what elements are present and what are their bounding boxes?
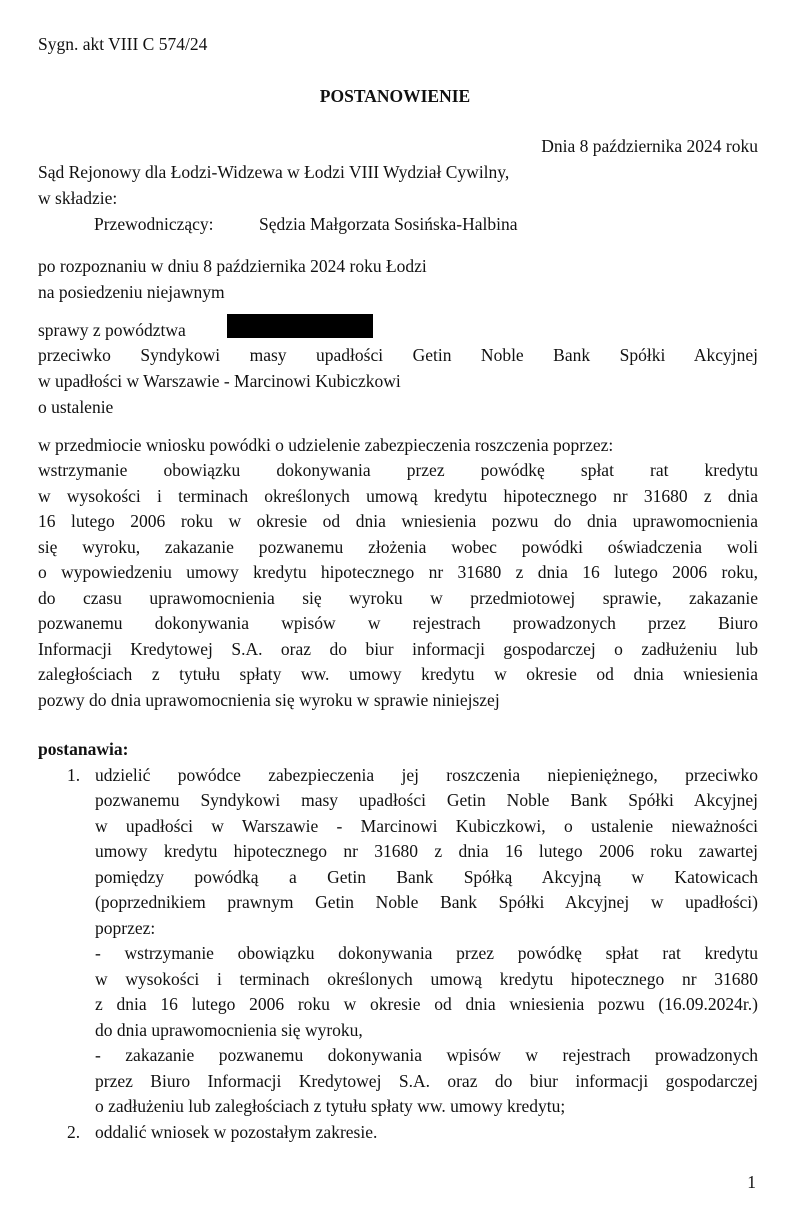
chair-name: Sędzia Małgorzata Sosińska-Halbina bbox=[259, 214, 518, 234]
against-line-2: w upadłości w Warszawie - Marcinowi Kubiczkowi bbox=[38, 371, 401, 391]
item-line: pozwanemu Syndykowi masy upadłości Getin Noble Bank Spółki Akcyjnej bbox=[95, 790, 758, 810]
item-line: w wysokości i terminach określonych umową kredytu hipotecznego nr 31680 bbox=[95, 969, 758, 989]
item-line: - zakazanie pozwanemu dokonywania wpisów w rejestrach prowadzonych bbox=[95, 1045, 758, 1065]
item-line: umowy kredytu hipotecznego nr 31680 z dnia 16 lutego 2006 roku zawartej bbox=[95, 841, 758, 861]
ruling-label: postanawia: bbox=[38, 739, 129, 759]
motion-line: się wyroku, zakazanie pozwanemu złożenia wobec powódki oświadczenia woli bbox=[38, 537, 758, 557]
chair-label: Przewodniczący: bbox=[94, 214, 214, 234]
item-line: - wstrzymanie obowiązku dokonywania przez powódkę spłat rat kredytu bbox=[95, 943, 758, 963]
item-line: z dnia 16 lutego 2006 roku w okresie od dnia wniesienia pozwu (16.09.2024r.) bbox=[95, 994, 758, 1014]
motion-line: 16 lutego 2006 roku w okresie od dnia wniesienia pozwu do dnia uprawomocnienia bbox=[38, 511, 758, 531]
hearing-line-1: po rozpoznaniu w dniu 8 października 2024 roku Łodzi bbox=[38, 256, 427, 276]
redaction-bar bbox=[227, 314, 373, 338]
motion-line: w przedmiocie wniosku powódki o udzielenie zabezpieczenia roszczenia poprzez: bbox=[38, 435, 614, 455]
motion-line: wstrzymanie obowiązku dokonywania przez powódkę spłat rat kredytu bbox=[38, 460, 758, 480]
plaintiff-prefix: sprawy z powództwa bbox=[38, 320, 186, 340]
document-date: Dnia 8 października 2024 roku bbox=[541, 136, 758, 156]
hearing-line-2: na posiedzeniu niejawnym bbox=[38, 282, 225, 302]
item-line: o zadłużeniu lub zaległościach z tytułu spłaty ww. umowy kredytu; bbox=[95, 1096, 566, 1116]
motion-line: w wysokości i terminach określonych umową kredytu hipotecznego nr 31680 z dnia bbox=[38, 486, 758, 506]
motion-line: o wypowiedzeniu umowy kredytu hipotecznego nr 31680 z dnia 16 lutego 2006 roku, bbox=[38, 562, 758, 582]
case-subject: o ustalenie bbox=[38, 397, 114, 417]
court-name: Sąd Rejonowy dla Łodzi-Widzewa w Łodzi VIII Wydział Cywilny, bbox=[38, 162, 510, 182]
item-line: w upadłości w Warszawie - Marcinowi Kubiczkowi, o ustalenie nieważności bbox=[95, 816, 758, 836]
composition-label: w składzie: bbox=[38, 188, 118, 208]
item-number: 2. bbox=[67, 1122, 81, 1142]
page-number: 1 bbox=[747, 1172, 756, 1192]
item-line: poprzez: bbox=[95, 918, 156, 938]
item-number: 1. bbox=[67, 765, 81, 785]
motion-line: pozwanemu dokonywania wpisów w rejestrach prowadzonych przez Biuro bbox=[38, 613, 758, 633]
motion-line: zaległościach z tytułu spłaty ww. umowy kredytu w okresie od dnia wniesienia bbox=[38, 664, 758, 684]
case-reference: Sygn. akt VIII C 574/24 bbox=[38, 34, 208, 54]
item-line: pomiędzy powódką a Getin Bank Spółką Akcyjną w Katowicach bbox=[95, 867, 758, 887]
item-line: przez Biuro Informacji Kredytowej S.A. oraz do biur informacji gospodarczej bbox=[95, 1071, 758, 1091]
motion-line: do czasu uprawomocnienia się wyroku w przedmiotowej sprawie, zakazanie bbox=[38, 588, 758, 608]
against-line-1: przeciwko Syndykowi masy upadłości Getin Noble Bank Spółki Akcyjnej bbox=[38, 345, 758, 365]
item-line: (poprzednikiem prawnym Getin Noble Bank Spółki Akcyjnej w upadłości) bbox=[95, 892, 758, 912]
document-title: POSTANOWIENIE bbox=[319, 86, 471, 106]
item-line: do dnia uprawomocnienia się wyroku, bbox=[95, 1020, 363, 1040]
motion-line: pozwy do dnia uprawomocnienia się wyroku w sprawie niniejszej bbox=[38, 690, 500, 710]
item-line: oddalić wniosek w pozostałym zakresie. bbox=[95, 1122, 378, 1142]
item-line: udzielić powódce zabezpieczenia jej roszczenia niepieniężnego, przeciwko bbox=[95, 765, 758, 785]
motion-line: Informacji Kredytowej S.A. oraz do biur informacji gospodarczej o zadłużeniu lub bbox=[38, 639, 758, 659]
